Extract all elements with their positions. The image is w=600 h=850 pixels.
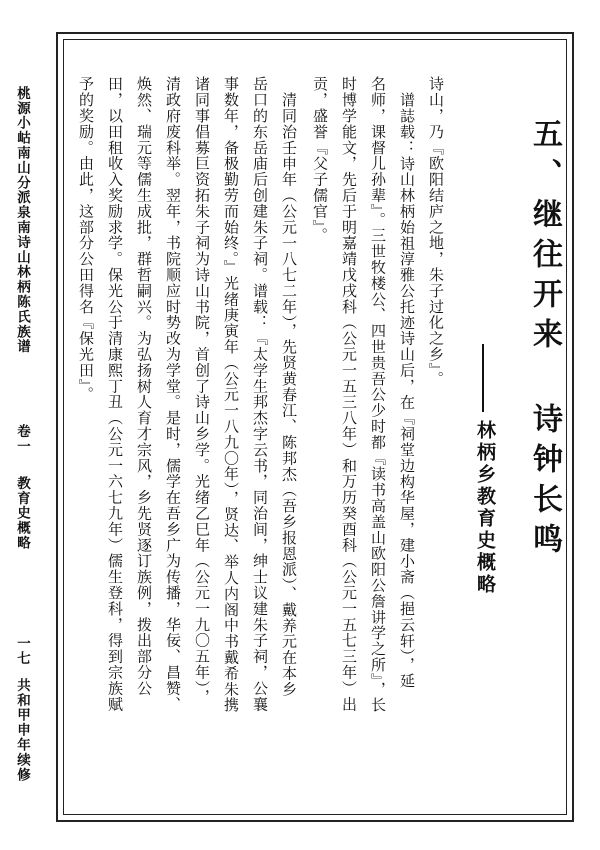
volume-label: 卷一: [14, 424, 30, 454]
body-column: 名师，课督儿孙辈』。三世牧楼公、四世贵吾公少时都『读书高盖山欧阳公詹讲学之所』，长: [369, 76, 387, 713]
body-column: 予的奖励。由此，这部分公田得名『保光田』。: [77, 76, 95, 403]
page-number: 一七: [14, 636, 30, 666]
chapter-subtitle: 林柄乡教育史概略: [474, 420, 496, 596]
book-title: 桃源小岵南山分派泉南诗山林柄陈氏族谱: [14, 86, 30, 355]
body-column: 诸同事倡募巨资拓朱子祠为诗山书院，首创了诗山乡学。光绪乙巳年（公元一九〇五年），: [193, 76, 211, 705]
body-column: 焕然、瑞元等儒生成批，群哲嗣兴。为弘扬树人育才宗风，乡先贤逐订族例，拨出部分公: [135, 76, 153, 697]
body-column: 贡，盛誉『父子儒官』。: [311, 76, 329, 244]
chapter-title: 五、继往开来 诗钟长鸣: [527, 118, 562, 563]
body-column: 事数年，备极勤劳而始终。』光绪庚寅年（公元一八九〇年），贤达、举人内阁中书戴希朱携: [222, 76, 240, 713]
body-column: 田，以田租收入奖励求学。保光公于清康熙丁丑（公元一六七九年）儒生登科，得到宗族赋: [106, 76, 124, 712]
body-column: 清同治壬申年（公元一八七二年），先贤黄春江、陈邦杰（吾乡报恩派）、戴养元在本乡: [280, 92, 298, 698]
edition-label: 共和甲申年续修: [14, 678, 30, 783]
body-column: 时博学能文，先后于明嘉靖戊戌科（公元一五三八年）和万历癸酉科（公元一五七三年）出: [340, 76, 358, 712]
body-column: 清政府废科举。翌年，书院顺应时势改为学堂。是时，儒学在吾乡广为传播，华佞、昌赞、: [164, 76, 182, 712]
body-column: 谱誌载：诗山林柄始祖淳雅公托迹诗山后，在『祠堂边构华屋，建小斋（挹云轩），延: [398, 92, 416, 689]
body-column: 岳口的东岳庙后创建朱子祠。谱载：『太学生邦杰字云书，同治间，绅士议建朱子祠，公襄: [251, 76, 269, 712]
section-label: 教育史概略: [14, 476, 30, 551]
subtitle-dash: [482, 344, 484, 412]
body-column: 诗山，乃『欧阳结庐之地，朱子过化之乡』。: [427, 76, 445, 387]
